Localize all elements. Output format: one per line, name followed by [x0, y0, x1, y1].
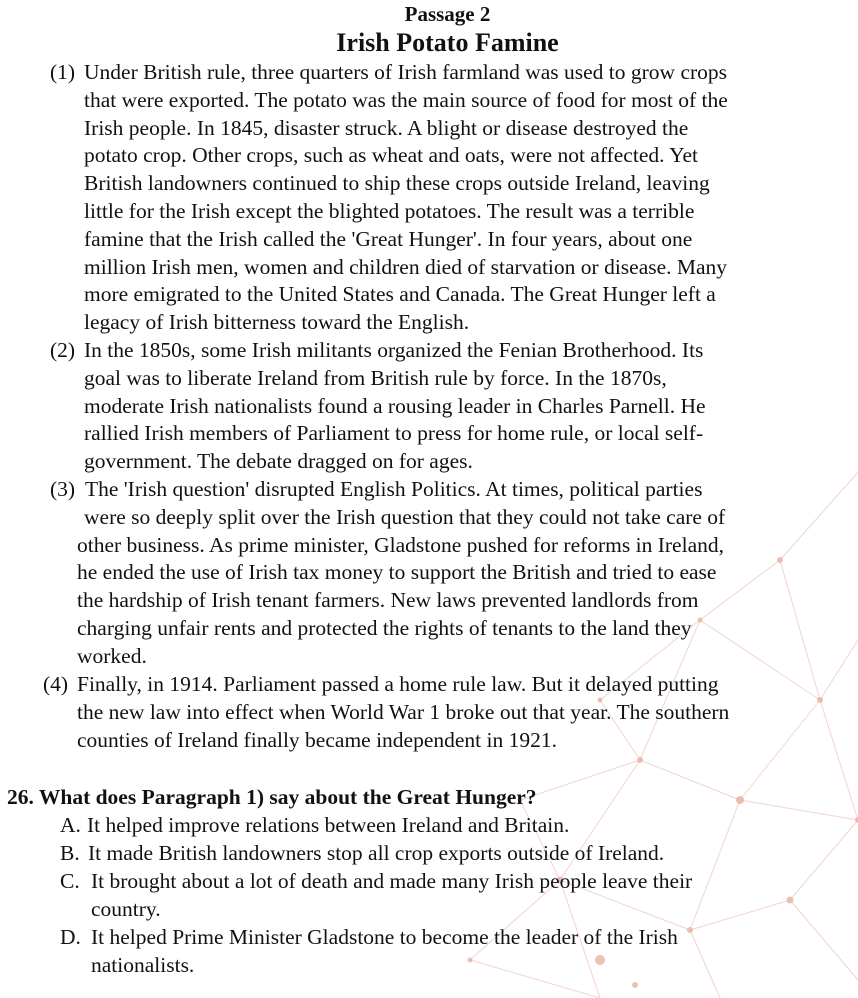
paragraph-4	[43, 671, 730, 754]
passage-label: Passage 2	[404, 2, 491, 26]
paragraph-line: he ended the use of Irish tax money to support the British and tried to ease	[77, 560, 717, 585]
paragraph-line: rallied Irish members of Parliament to press for home rule, or local self-	[84, 421, 704, 446]
paragraph-1	[50, 59, 728, 337]
paragraph-line: that were exported. The potato was the main source of food for most of the	[84, 87, 728, 112]
paragraph-line: Under British rule, three quarters of Irish farmland was used to grow crops	[84, 60, 728, 84]
paragraph-line: British landowners continued to ship these crops outside Ireland, leaving	[84, 171, 710, 196]
paragraph-line: other business. As prime minister, Gladstone pushed for reforms in Ireland,	[77, 532, 724, 557]
paragraph-line: worked.	[77, 643, 147, 668]
paragraph-number: (4)	[43, 672, 69, 696]
answer-option-a[interactable]	[60, 811, 569, 839]
option-letter: C.	[60, 869, 80, 893]
paragraph-line: potato crop. Other crops, such as wheat and oats, were not affected. Yet	[84, 143, 698, 168]
answer-option-c[interactable]	[60, 867, 692, 923]
paragraph-line: legacy of Irish bitterness toward the English.	[84, 310, 470, 335]
passage-title: Irish Potato Famine	[336, 28, 559, 57]
paragraph-2	[50, 337, 706, 476]
option-letter: D.	[60, 925, 81, 949]
paragraph-number: (3)	[50, 477, 76, 501]
option-line: country.	[91, 897, 161, 921]
paragraph-line: famine that the Irish called the 'Great Hunger'. In four years, about one	[84, 226, 693, 251]
answer-option-b[interactable]	[60, 839, 664, 867]
paragraph-line: Finally, in 1914. Parliament passed a home rule law. But it delayed putting	[77, 672, 719, 696]
paragraph-line: million Irish men, women and children died of starvation or disease. Many	[84, 254, 728, 279]
paragraph-3	[50, 476, 726, 671]
question-26: 26. What does Paragraph 1) say about the Great Hunger?	[7, 785, 537, 809]
option-letter: B.	[60, 841, 80, 865]
paragraph-line: The 'Irish question' disrupted English Politics. At times, political parties	[85, 477, 703, 501]
paragraph-line: In the 1850s, some Irish militants organized the Fenian Brotherhood. Its	[84, 338, 704, 362]
paragraph-line: government. The debate dragged on for ages.	[84, 449, 473, 474]
paragraph-line: counties of Ireland finally became independent in 1921.	[77, 727, 558, 752]
paragraph-line: goal was to liberate Ireland from British rule by force. In the 1870s,	[84, 365, 667, 390]
option-line: nationalists.	[91, 953, 195, 977]
paragraph-line: Irish people. In 1845, disaster struck. A blight or disease destroyed the	[84, 115, 689, 140]
paragraph-line: the new law into effect when World War 1 broke out that year. The southern	[77, 699, 730, 724]
answer-option-d[interactable]	[60, 923, 678, 979]
option-line: It helped improve relations between Ireland and Britain.	[87, 813, 570, 837]
paragraph-line: were so deeply split over the Irish question that they could not take care of	[84, 504, 726, 529]
option-line: It brought about a lot of death and made many Irish people leave their	[91, 869, 693, 893]
paragraph-number: (2)	[50, 338, 76, 362]
option-line: It helped Prime Minister Gladstone to become the leader of the Irish	[91, 925, 678, 949]
paragraph-number: (1)	[50, 60, 76, 84]
paragraph-line: charging unfair rents and protected the rights of tenants to the land they	[77, 615, 692, 640]
paragraph-line: little for the Irish except the blighted potatoes. The result was a terrible	[84, 198, 695, 223]
paragraph-line: more emigrated to the United States and Canada. The Great Hunger left a	[84, 282, 716, 307]
option-line: It made British landowners stop all crop exports outside of Ireland.	[88, 841, 665, 865]
paragraph-line: moderate Irish nationalists found a rousing leader in Charles Parnell. He	[84, 393, 706, 418]
paragraph-line: the hardship of Irish tenant farmers. New laws prevented landlords from	[77, 588, 699, 613]
option-letter: A.	[60, 813, 81, 837]
